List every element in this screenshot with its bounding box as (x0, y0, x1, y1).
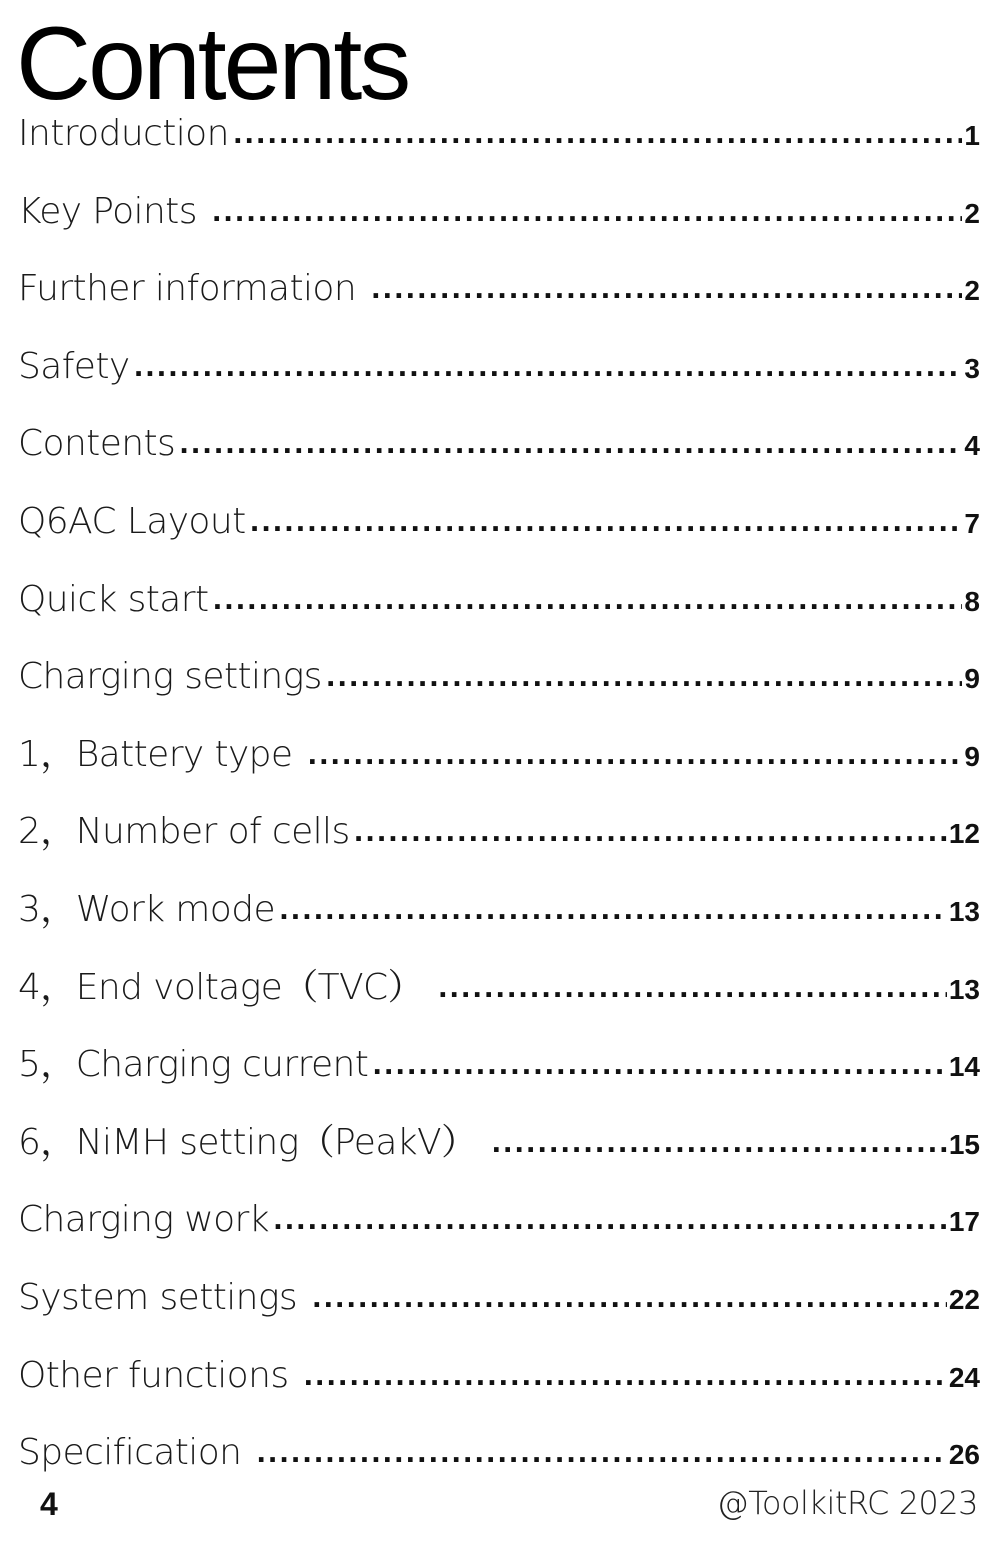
toc-entry-label: System settings (18, 1276, 308, 1318)
toc-dot-leader (212, 187, 963, 239)
toc-entry-page: 8 (964, 585, 980, 617)
toc-entry-other-functions[interactable] (18, 1350, 980, 1428)
toc-entry-nimh-setting[interactable] (18, 1117, 980, 1195)
toc-entry-page: 1 (964, 120, 980, 151)
toc-entry-page: 3 (964, 352, 980, 384)
toc-dot-leader (312, 1273, 947, 1325)
toc-entry-page: 26 (948, 1439, 980, 1471)
footer-copyright: @ToolkitRC 2023 (716, 1484, 978, 1522)
toc-entry-label: 1，Battery type (18, 733, 304, 775)
toc-entry-key-points[interactable] (18, 186, 980, 264)
toc-entry-end-voltage[interactable] (18, 962, 980, 1040)
toc-entry-label: Key Points (18, 190, 208, 232)
toc-dot-leader (372, 1040, 947, 1092)
toc-entry-page: 15 (948, 1128, 980, 1160)
toc-dot-leader (438, 963, 947, 1015)
toc-dot-leader (371, 264, 963, 316)
footer-page-number: 4 (40, 1486, 58, 1522)
toc-entry-contents[interactable] (18, 418, 980, 496)
toc-dot-leader (273, 1195, 947, 1247)
toc-entry-page: 4 (964, 430, 980, 462)
toc-entry-label: Safety (18, 345, 130, 387)
toc-dot-leader (326, 652, 963, 704)
toc-dot-leader (303, 1351, 947, 1403)
toc-entry-number-of-cells[interactable] (18, 806, 980, 884)
toc-entry-page: 9 (964, 663, 980, 695)
toc-dot-leader (213, 575, 963, 627)
toc-entry-label: Introduction (18, 113, 229, 154)
toc-entry-label: 2，Number of cells (18, 811, 350, 853)
toc-dot-leader (250, 497, 963, 549)
toc-dot-leader (256, 1428, 947, 1480)
toc-entry-page: 12 (948, 818, 980, 850)
toc-dot-leader (279, 885, 947, 937)
toc-entry-label: Quick start (18, 578, 209, 620)
toc-entry-safety[interactable] (18, 341, 980, 419)
toc-entry-page: 24 (948, 1361, 980, 1393)
toc-entry-system-settings[interactable] (18, 1272, 980, 1350)
toc-entry-label: 5，Charging current (18, 1044, 369, 1086)
toc-entry-introduction[interactable] (18, 108, 980, 186)
toc-entry-label: Q6AC Layout (18, 500, 246, 542)
toc-entry-page: 9 (964, 740, 980, 772)
toc-entry-page: 17 (948, 1206, 980, 1238)
toc-dot-leader (307, 730, 962, 782)
toc-entry-label: Further information (18, 268, 367, 310)
toc-entry-work-mode[interactable] (18, 884, 980, 962)
toc-entry-label: Charging settings (18, 656, 322, 698)
toc-dot-leader (134, 342, 963, 394)
toc-entry-page: 13 (948, 895, 980, 927)
toc-entry-battery-type[interactable] (18, 729, 980, 807)
toc-entry-charging-current[interactable] (18, 1039, 980, 1117)
toc-dot-leader (233, 109, 963, 161)
toc-entry-page: 2 (964, 197, 980, 229)
toc-entry-page: 22 (948, 1283, 980, 1315)
toc-entry-page: 14 (948, 1051, 980, 1083)
toc-entry-label: Specification (18, 1432, 253, 1474)
toc-entry-label: Contents (18, 423, 176, 465)
toc-entry-charging-settings[interactable] (18, 651, 980, 729)
page-title: Contents (16, 6, 409, 122)
toc-dot-leader (354, 807, 947, 859)
toc-entry-label: 4，End voltage（TVC） (18, 966, 434, 1008)
toc-entry-q6ac-layout[interactable] (18, 496, 980, 574)
toc-dot-leader (491, 1118, 947, 1170)
toc-entry-label: Other functions (18, 1354, 300, 1396)
toc-entry-page: 7 (964, 507, 980, 539)
toc-dot-leader (179, 419, 962, 471)
toc-entry-label: 6，NiMH setting（PeakV） (18, 1121, 488, 1163)
toc-entry-quick-start[interactable] (18, 574, 980, 652)
toc-entry-label: 3，Work mode (18, 888, 276, 930)
table-of-contents (18, 108, 980, 1505)
toc-entry-charging-work[interactable] (18, 1194, 980, 1272)
toc-entry-page: 13 (948, 973, 980, 1005)
toc-entry-further-information[interactable] (18, 263, 980, 341)
toc-entry-label: Charging work (18, 1199, 269, 1241)
toc-entry-page: 2 (964, 275, 980, 307)
